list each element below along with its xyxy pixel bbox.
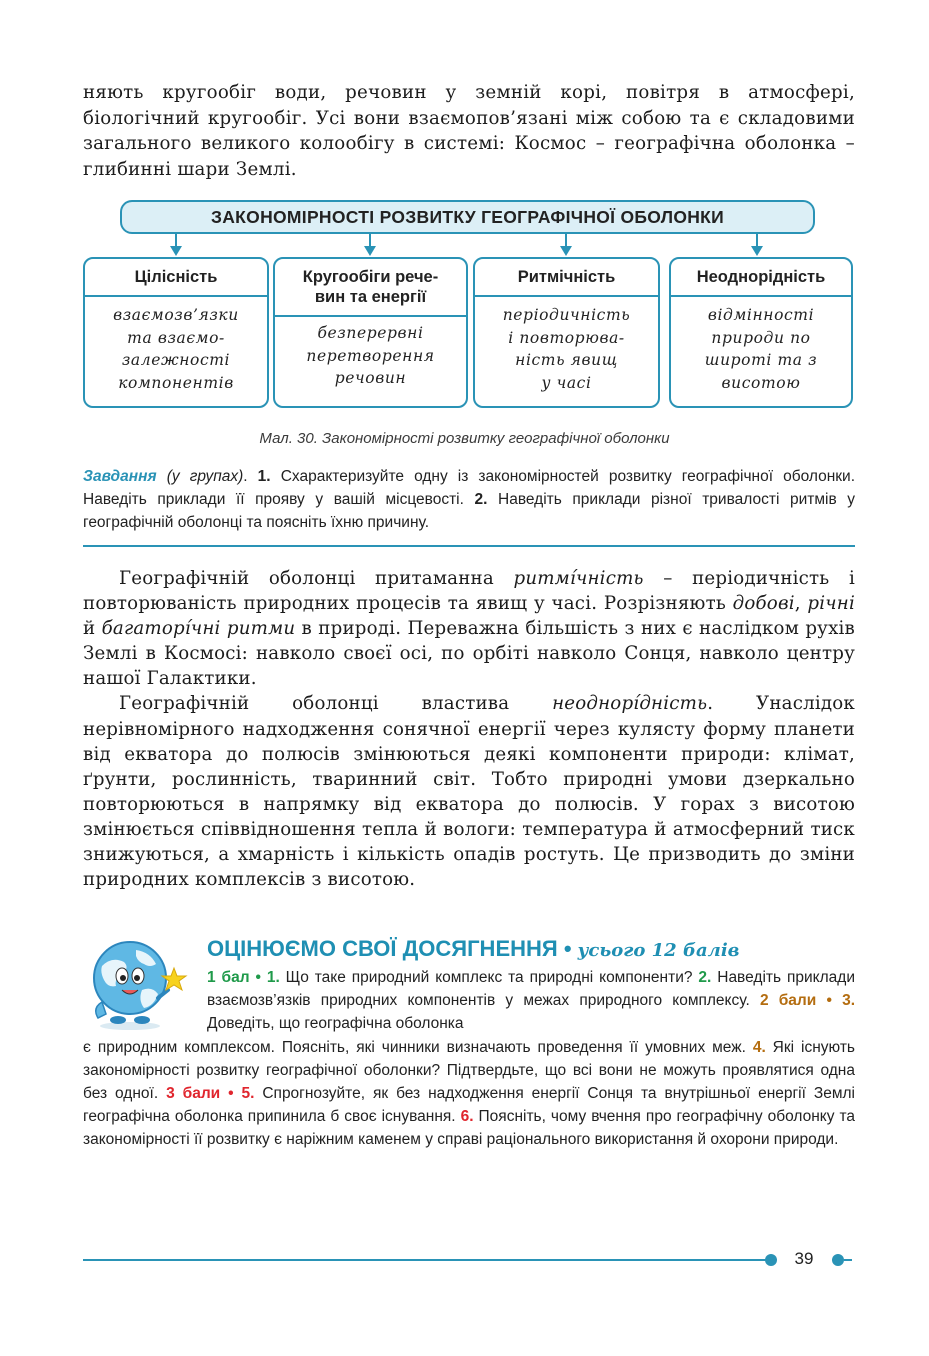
globe-mascot-icon (80, 932, 190, 1032)
assessment-total: усього 12 балів (577, 940, 740, 961)
box-heading: Кругообіги рече- вин та енергії (275, 259, 466, 317)
assessment-title: ОЦІНЮЄМО СВОЇ ДОСЯГНЕННЯ • усього 12 балів (207, 936, 740, 961)
figure-caption: Мал. 30. Закономірності розвитку географічної оболонки (259, 430, 670, 447)
footer-dot-icon (830, 1252, 852, 1268)
arrow-down-icon (363, 234, 377, 256)
box-heading: Цілісність (85, 259, 267, 297)
box-description: відмінності природи по широті та з висотою (704, 306, 818, 392)
arrow-down-icon (750, 234, 764, 256)
assessment-questions-rest: є природним комплексом. Поясніть, які чинники визначають проведення її умовних меж. 4. Які існують закономірності розвитку географічної оболонки? Підтвердьте, що всі вони не можуть проявлятися одна без одної. 3 бали • 5. Спрогнозуйте, як без надходження енергії Сонця та внутрішньої енергії Землі географічна оболонка припинила б своє існування. 6. Поясніть, чому вчення про географічну оболонку та закономірності її розвитку є наріжним каменем у справі раціонального використання й охорони природи. (83, 1039, 855, 1148)
diagram-box-heterogeneity (669, 257, 853, 408)
paragraph-heterogeneity: Географічній оболонці властива неоднорíдність. Унаслідок нерівномірного надходження сонячної енергії через кулясту форму планети від екватора до полюсів змінюються деякі компоненти природи: клімат, ґрунти, рослинність, тваринний світ. Тобто природні умови дзеркально повторюються в напрямку від екватора до полюсів. У горах з висотою змінюється співвідношення тепла й вологи: температура й атмосферний тиск знижуються, а хмарність і кількість опадів ростуть. Це призводить до зміни природних комплексів з висотою. (83, 693, 855, 891)
box-heading: Ритмічність (475, 259, 658, 297)
diagram-box-cycles (273, 257, 468, 408)
arrow-down-icon (559, 234, 573, 256)
box-description: періодичність і повторюва- ність явищ у часі (502, 306, 631, 392)
diagram-box-rhythmicity (473, 257, 660, 408)
diagram-title: ЗАКОНОМІРНОСТІ РОЗВИТКУ ГЕОГРАФІЧНОЇ ОБОЛОНКИ (120, 200, 815, 234)
arrow-down-icon (169, 234, 183, 256)
task-block: Завдання (у групах). 1. Схарактеризуйте одну із закономірностей розвитку географічної оболонки. Наведіть приклади її прояву у вашій місцевості. 2. Наведіть приклади різної тривалості ритмів у географічній оболонці та поясніть їхню причину. (83, 468, 856, 531)
paragraph-rhythmicity: Географічній оболонці притаманна ритмíчність – періодичність і повторюваність природних процесів та явищ у часі. Розрізняють добові, річні й багаторíчні ритми в природі. Переважна більшість з них є наслідком рухів Землі в Космосі: навколо своєї осі, по орбіті навколо Сонця, навколо центру нашої Галактики. (83, 568, 855, 690)
task-text: Схарактеризуйте одну із закономірностей розвитку географічної оболонки. Наведіть приклади її прояву у вашій місцевості. (83, 468, 856, 508)
footer-rule (83, 1259, 766, 1261)
task-number: 1. (257, 468, 271, 485)
box-description: безперервні перетворення речовин (306, 324, 435, 387)
assessment-questions-top: 1 бал • 1. Що таке природний комплекс та природні компоненти? 2. Наведіть приклади взаємозв’язків природних компонентів у межах природного комплексу. 2 бали • 3. Доведіть, що географічна оболонка (207, 969, 856, 1032)
page-number: 39 (794, 1249, 814, 1268)
intro-paragraph: няють кругообіг води, речовин у земній корі, повітря в атмосфері, біологічний кругообіг. Усі вони взаємопов’язані між собою та є складовими загального великого колообігу в системі: Космос – географічна оболонка – глибинні шари Землі. (83, 82, 855, 180)
diagram-box-integrity (83, 257, 269, 408)
task-label: Завдання (83, 468, 157, 485)
footer-dot-icon (763, 1252, 779, 1268)
divider (83, 545, 855, 547)
box-description: взаємозв’язки та взаємо- залежності компонентів (113, 306, 239, 392)
body-text (83, 566, 855, 892)
task-mode: (у групах) (166, 468, 244, 485)
box-heading: Неоднорідність (671, 259, 851, 297)
task-number: 2. (474, 491, 488, 508)
task-text: Наведіть приклади різної тривалості ритмів у географічній оболонці та поясніть їхню причину. (83, 491, 855, 531)
patterns-diagram (80, 197, 855, 412)
